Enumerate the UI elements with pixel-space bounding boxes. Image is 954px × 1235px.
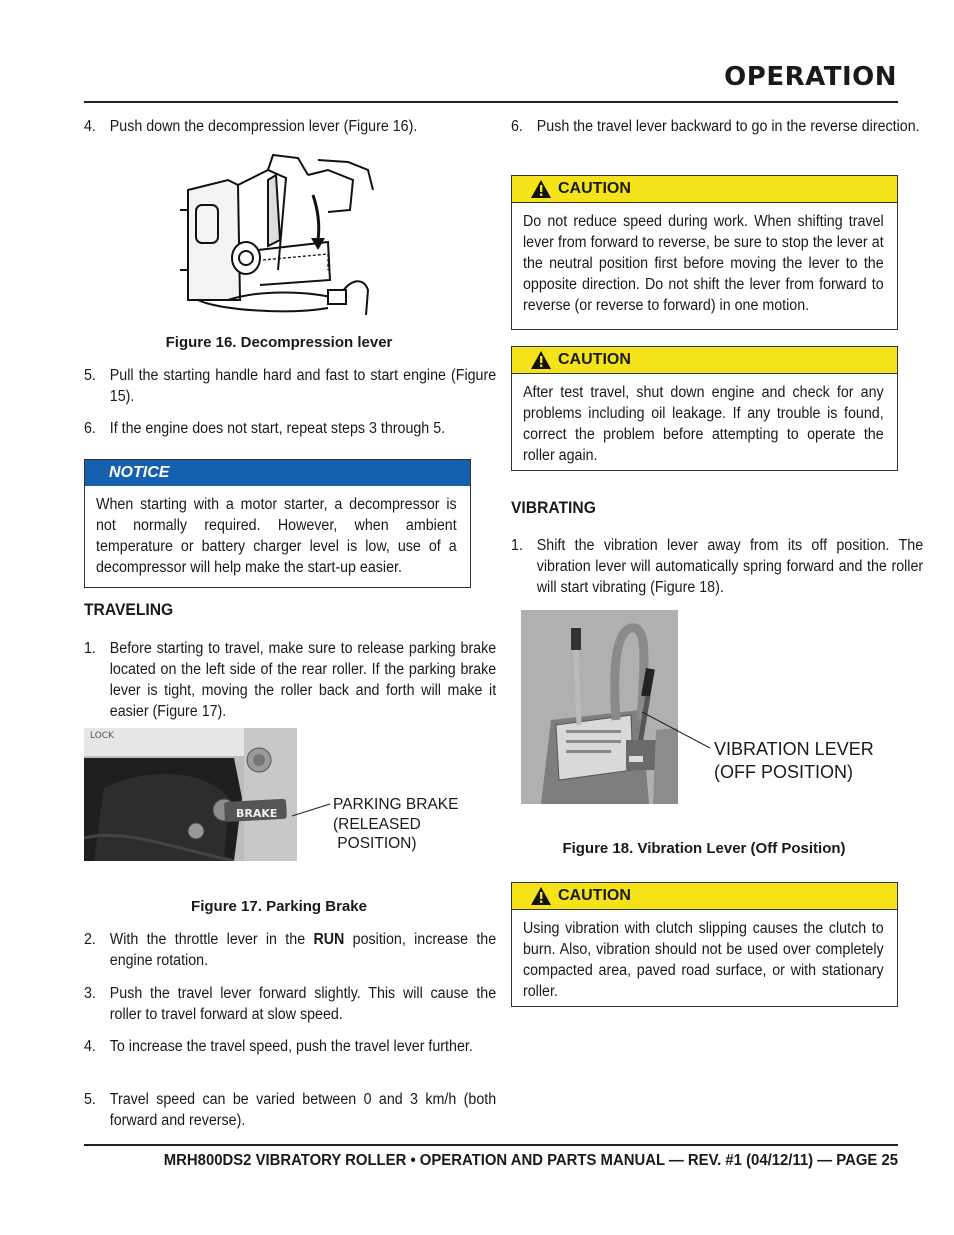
notice-title: NOTICE xyxy=(85,460,470,486)
step-travel-speed: 5. Travel speed can be varied between 0 and 3 km/h (both forward and reverse). xyxy=(84,1091,497,1129)
vibration-lever-leader xyxy=(640,708,715,758)
caution-title: CAUTION xyxy=(558,180,631,197)
parking-brake-label: PARKING BRAKE (RELEASED POSITION) xyxy=(333,796,459,852)
vibration-lever-label: VIBRATION LEVER (OFF POSITION) xyxy=(714,739,874,782)
caution-body: After test travel, shut down engine and check for any problems including oil leakage. If any trouble is found, correct the problem before attempting to operate the roller again. xyxy=(523,384,884,464)
step-repeat: 6. If the engine does not start, repeat steps 3 through 5. xyxy=(84,420,446,437)
figure-18-caption: Figure 18. Vibration Lever (Off Position) xyxy=(562,840,846,857)
step-throttle-run: 2. With the throttle lever in the RUN position, increase the engine rotation. xyxy=(84,931,497,969)
decompression-lever-figure xyxy=(168,150,380,318)
step-shift-vibration: 1. Shift the vibration lever away from its off position. The vibration lever will automatically spring forward and the roller will start vibrating (Figure 18). xyxy=(511,537,924,596)
page-title: OPERATION xyxy=(724,62,897,92)
vibration-lever-photo xyxy=(521,610,678,804)
figure-17-caption: Figure 17. Parking Brake xyxy=(191,898,367,915)
lock-photo-text: LOCK xyxy=(90,731,114,741)
figure-16-caption: Figure 16. Decompression lever xyxy=(165,334,393,351)
caution-body: Do not reduce speed during work. When shifting travel lever from forward to reverse, be sure to stop the lever at the neutral position first before moving the lever to the opposite direction. Do not shift the lever from forward to reverse (or reverse to forward) in one motion. xyxy=(523,213,884,314)
vibrating-heading: VIBRATING xyxy=(511,498,596,517)
warning-icon xyxy=(530,350,552,370)
caution-box-shifting xyxy=(511,175,898,330)
step-reverse: 6. Push the travel lever backward to go in the reverse direction. xyxy=(511,118,920,135)
caution-box-clutch xyxy=(511,882,898,1007)
caution-body: Using vibration with clutch slipping causes the clutch to burn. Also, vibration should not be used over completely compacted area, paved road surface, or with stationary roller. xyxy=(523,920,884,1000)
caution-box-test-travel xyxy=(511,346,898,471)
step-increase-speed: 4. To increase the travel speed, push the travel lever further. xyxy=(84,1038,473,1055)
notice-box xyxy=(84,459,471,588)
warning-icon xyxy=(530,179,552,199)
caution-title: CAUTION xyxy=(558,351,631,368)
caution-title: CAUTION xyxy=(558,887,631,904)
warning-icon xyxy=(530,886,552,906)
step-pull-starting-handle: 5. Pull the starting handle hard and fast to start engine (Figure 15). xyxy=(84,367,497,405)
step-push-decompression: 4. Push down the decompression lever (Figure 16). xyxy=(84,118,418,135)
header-rule xyxy=(84,101,898,103)
step-push-forward: 3. Push the travel lever forward slightly. This will cause the roller to travel forward at slow speed. xyxy=(84,985,497,1023)
step-release-brake: 1. Before starting to travel, make sure to release parking brake located on the left side of the rear roller. If the parking brake lever is tight, moving the roller back and forth will make it easier (Figure 17). xyxy=(84,640,497,720)
page-footer: MRH800DS2 VIBRATORY ROLLER • OPERATION AND PARTS MANUAL — REV. #1 (04/12/11) — PAGE 25 xyxy=(163,1152,898,1169)
notice-body: When starting with a motor starter, a decompressor is not normally required. However, when ambient temperature or battery charger level is low, use of a decompressor will help make the start-up easier. xyxy=(96,496,457,576)
footer-rule xyxy=(84,1144,898,1146)
brake-photo-text: BRAKE xyxy=(236,807,278,820)
traveling-heading: TRAVELING xyxy=(84,600,174,619)
parking-brake-photo xyxy=(84,728,297,861)
